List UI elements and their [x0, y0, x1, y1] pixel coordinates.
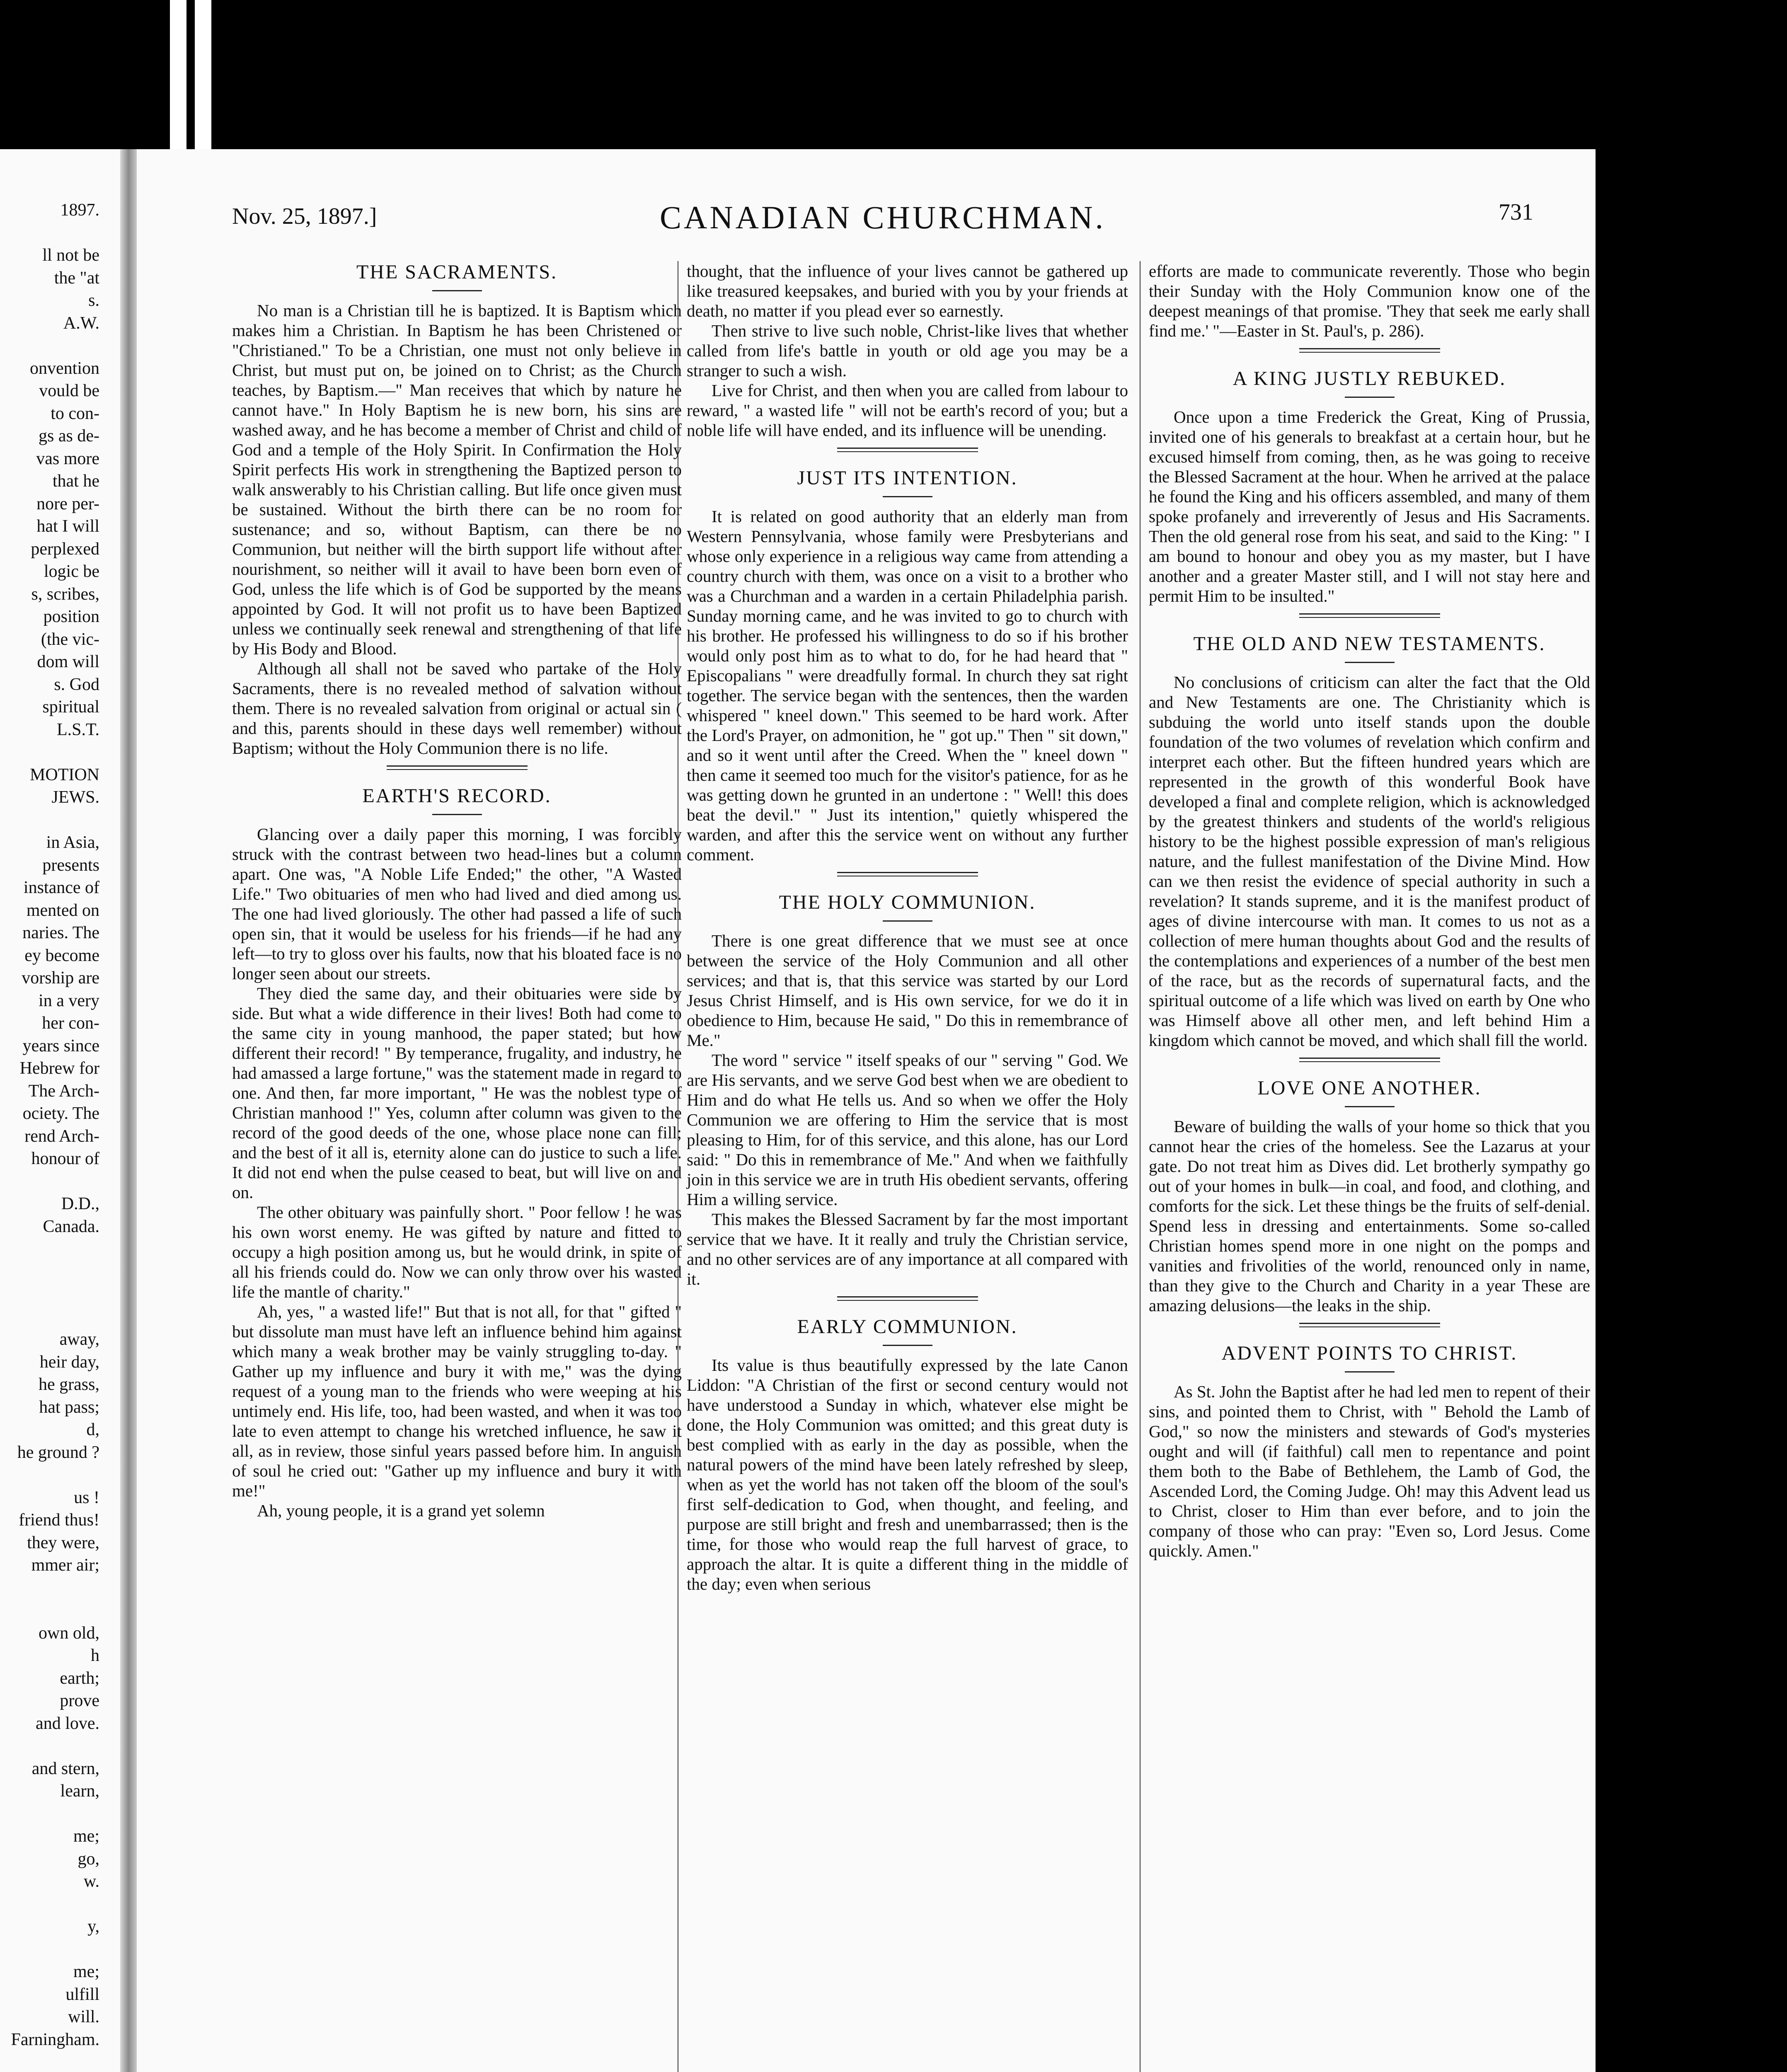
- adjacent-page-line: ll not be: [42, 246, 99, 265]
- article-heading: LOVE ONE ANOTHER.: [1149, 1077, 1590, 1107]
- adjacent-page-line: he grass,: [39, 1375, 99, 1394]
- adjacent-page-line: her con-: [42, 1014, 99, 1033]
- adjacent-page-line: honour of: [31, 1149, 99, 1168]
- article-paragraph: The word " service " itself speaks of our " serving " God. We are His servants, and we serve God best when we are obedient to Him and do what He tells us. And so when we offer the Holy Communion we are offering to Him the service that is most pleasing to Him, for of this service, and this alone, has our Lord said: " Do this in remembrance of Me." And when we faithfully join in this service we are in truth His obedient servants, offering Him a willing service.: [687, 1051, 1128, 1209]
- section-divider: [837, 872, 978, 876]
- adjacent-page-line: vould be: [39, 381, 99, 400]
- section-divider: [837, 1296, 978, 1301]
- section-divider: [387, 765, 528, 770]
- adjacent-page-line: the "at: [54, 268, 99, 288]
- adjacent-page-line: [0, 1599, 120, 1622]
- page-header: [232, 199, 1533, 236]
- adjacent-page-line: ulfill: [65, 1985, 99, 2004]
- section-divider: [1299, 613, 1440, 618]
- adjacent-page-line: spiritual: [42, 697, 99, 716]
- article-paragraph: The other obituary was painfully short. " Poor fellow ! he was his own worst enemy. He was gifted by nature and fitted to occupy a high position among us, but he would drink, in spite of all his friends could do. Now we can only throw over his wasted life the mantle of charity.": [232, 1203, 682, 1301]
- adjacent-page-line: own old,: [39, 1623, 99, 1643]
- adjacent-page-line: years since: [22, 1036, 99, 1055]
- adjacent-page-line: ey become: [24, 946, 99, 965]
- adjacent-page-line: [0, 1283, 120, 1306]
- adjacent-page-line: and love.: [36, 1714, 99, 1733]
- adjacent-page-line: y,: [87, 1917, 99, 1936]
- adjacent-page-line: rend Arch-: [24, 1126, 99, 1146]
- adjacent-page-line: he ground ?: [17, 1443, 99, 1462]
- adjacent-page-line: friend thus!: [19, 1510, 99, 1530]
- article-heading: EARTH'S RECORD.: [232, 785, 682, 815]
- adjacent-page-line: 1897.: [60, 201, 99, 220]
- adjacent-page-fragment: [0, 149, 120, 2072]
- adjacent-page-line: me;: [73, 1962, 99, 1981]
- adjacent-page-line: [0, 1170, 120, 1193]
- adjacent-page-line: D.D.,: [61, 1194, 99, 1213]
- masthead-title: CANADIAN CHURCHMAN.: [659, 199, 1106, 235]
- adjacent-page-line: (the vic-: [41, 629, 99, 649]
- article-paragraph: As St. John the Baptist after he had led men to repent of their sins, and pointed them to Christ, with " Behold the Lamb of God," so now the ministers and stewards of God's mysteries ought and will (if faithful) call men to repentance and point them both to the Babe of Bethlehem, the Lamb of God, the Ascended Lord, the Coming Judge. Oh! may this Advent lead us to Christ, closer to Him than ever before, and to join the company of those who can pray: "Even so, Lord Jesus. Come quickly. Amen.": [1149, 1382, 1590, 1560]
- adjacent-page-line: in Asia,: [46, 833, 99, 852]
- section-divider: [1299, 1058, 1440, 1062]
- newspaper-page: [137, 149, 1596, 2072]
- adjacent-page-line: [0, 1893, 120, 1916]
- adjacent-page-text: [0, 149, 120, 2051]
- adjacent-page-line: naries. The: [22, 923, 99, 942]
- adjacent-page-line: away,: [59, 1330, 99, 1349]
- column-1: [232, 261, 682, 2072]
- article-heading: JUST ITS INTENTION.: [687, 467, 1128, 497]
- adjacent-page-line: mented on: [26, 900, 99, 920]
- adjacent-page-line: MOTION: [30, 765, 99, 784]
- adjacent-page-line: earth;: [60, 1668, 99, 1688]
- adjacent-page-line: Canada.: [43, 1217, 99, 1236]
- adjacent-page-line: dom will: [37, 652, 99, 671]
- adjacent-page-line: w.: [83, 1872, 99, 1891]
- article-paragraph: No conclusions of criticism can alter the fact that the Old and New Testaments are one. The Christianity which is subduing the world unto itself stands upon the double foundation of the two volumes of revelation which confirm and interpret each other. But the fifteen hundred years which are represented in the growth of this wonderful Book have developed a final and complete religion, which is acknowledged by the greatest thinkers and students of the world's religious history to be the highest possible expression of man's religious nature, and the fullest manifestation of the Divine Mind. How can we then resist the evidence of special authority in such a revelation? It stands supreme, and it is the manifest product of ages of divine intercourse with man. It comes to us not as a collection of mere human thoughts about God and the results of the contemplations and experiences of a number of the best men of the race, but as the records of supernatural facts, and the spiritual outcome of a life which was lived on earth by One who was Himself above all other men, and left behind Him a kingdom which cannot be moved, and which shall fill the world.: [1149, 673, 1590, 1050]
- adjacent-page-line: [0, 1577, 120, 1600]
- adjacent-page-line: ociety. The: [22, 1104, 99, 1123]
- column-3: [1140, 261, 1590, 2072]
- book-gutter: [120, 149, 137, 2072]
- adjacent-page-line: that he: [52, 472, 99, 491]
- article-paragraph: Live for Christ, and then when you are called from labour to reward, " a wasted life " will not be earth's record of you; but a noble life will have ended, and its influence will be unending.: [687, 381, 1128, 440]
- adjacent-page-line: d,: [86, 1420, 99, 1439]
- adjacent-page-line: heir day,: [39, 1352, 99, 1372]
- adjacent-page-line: The Arch-: [28, 1081, 99, 1101]
- adjacent-page-line: [0, 741, 120, 764]
- adjacent-page-line: will.: [68, 2007, 99, 2026]
- adjacent-page-line: JEWS.: [51, 788, 99, 807]
- adjacent-page-line: and stern,: [31, 1759, 99, 1778]
- adjacent-page-line: they were,: [27, 1533, 99, 1552]
- article-paragraph: It is related on good authority that an elderly man from Western Pennsylvania, whose family were Presbyterians and whose only experience in a religious way came from attending a country church with them, was once on a visit to a brother who was a Churchman and a warden in a certain Philadelphia parish. Sunday morning came, and he was invited to go to church with his brother. He professed his willingness to do so if his brother would only post him as to what to do, for he had heard that " Episcopalians " were dreadfully formal. In church they sat right together. The service began with the sentences, then the warden whispered " kneel down." This seemed to be hard work. After the Lord's Prayer, on admonition, he " got up." Then " sit down," and so it went until after the Creed. When the " kneel down " then came it seemed too much for the visitor's patience, for as he was getting down he grunted in an undertone : " Well! this does beat the devil." " Just its intention," quietly whispered the warden, and after this the service went on without any further comment.: [687, 507, 1128, 864]
- article-paragraph: Although all shall not be saved who partake of the Holy Sacraments, there is no revealed method of salvation without them. There is no revealed salvation from original or actual sin ( and this, parents should in these days well remember) without Baptism; without the Holy Communion there is no life.: [232, 659, 682, 758]
- adjacent-page-line: [0, 1261, 120, 1283]
- adjacent-page-line: to con-: [51, 404, 99, 423]
- adjacent-page-line: us !: [74, 1488, 99, 1507]
- adjacent-page-line: vorship are: [22, 968, 99, 988]
- adjacent-page-line: L.S.T.: [56, 720, 99, 739]
- article-paragraph: efforts are made to communicate reverently. Those who begin their Sunday with the Holy Communion know one of the deepest meanings of that promise. 'They that seek me early shall find me.' "—Easter in St. Paul's, p. 286).: [1149, 261, 1590, 340]
- adjacent-page-line: [0, 1938, 120, 1961]
- adjacent-page-line: hat I will: [36, 517, 99, 536]
- article-paragraph: This makes the Blessed Sacrament by far the most important service that we have. It it really and truly the Christian service, and no other services are of any importance at all compared with it.: [687, 1210, 1128, 1288]
- article-paragraph: Ah, young people, it is a grand yet solemn: [257, 1501, 545, 1520]
- article-paragraph: thought, that the influence of your lives cannot be gathered up like treasured keepsakes, and buried with you by your friends at death, no matter if you plead ever so earnestly.: [687, 261, 1128, 320]
- adjacent-page-line: nore per-: [36, 494, 99, 513]
- article-paragraph: Then strive to live such noble, Christ-like lives that whether called from life's battle in youth or old age you may be a stranger to such a wish.: [687, 321, 1128, 380]
- adjacent-page-line: [0, 1238, 120, 1261]
- article-paragraph: There is one great difference that we must see at once between the service of the Holy Communion and all other services; and that is, that this service was started by our Lord Jesus Christ Himself, and is His own service, for we do it in obedience to Him, because He said, " Do this in remembrance of Me.": [687, 931, 1128, 1050]
- adjacent-page-line: [0, 1464, 120, 1486]
- adjacent-page-line: in a very: [39, 991, 99, 1010]
- article-heading: ADVENT POINTS TO CHRIST.: [1149, 1342, 1590, 1372]
- section-divider: [837, 448, 978, 452]
- adjacent-page-line: instance of: [23, 878, 99, 897]
- adjacent-page-line: vas more: [36, 449, 99, 468]
- section-divider: [1299, 348, 1440, 353]
- adjacent-page-line: [0, 1803, 120, 1825]
- article-paragraph: Once upon a time Frederick the Great, King of Prussia, invited one of his generals to breakfast at a certain hour, but he excused himself from coming, then, as he was going to receive the Blessed Sacrament at the hour. When he arrived at the palace he found the King and his officers assembled, and many of them spoke profanely and irreverently of Jesus and His Sacraments. Then the old general rose from his seat, and said to the King: " I am bound to honour and obey you as my master, but I have another and a greater Master still, and I will not stay here and permit Him to be insulted.": [1149, 407, 1590, 605]
- adjacent-page-line: s, scribes,: [31, 584, 99, 604]
- column-2: [678, 261, 1128, 2072]
- article-paragraph: Glancing over a daily paper this morning, I was forcibly struck with the contrast between two head-lines but a column apart. One was, "A Noble Life Ended;" the other, "A Wasted Life." Two obituaries of men who had lived and died among us. The one had lived gloriously. The other had passed a life of such open sin, that it would be useless for his friends—if he had any left—to try to gloss over his faults, now that his bloated face is no longer seen about our streets.: [232, 825, 682, 983]
- article-paragraph: Beware of building the walls of your home so thick that you cannot hear the cries of the homeless. See the Lazarus at your gate. Do not treat him as Dives did. Let brotherly sympathy go out of your homes in bulk—in coal, and food, and clothing, and comforts for the sick. Let these things be the fruits of self-denial. Spend less in dressing and entertainments. Some so-called Christian homes spend more in one night on the pomps and vanities and frivolities of the world, renounced only in name, than they give to the Church and Charity in a year These are amazing delusions—the leaks in the ship.: [1149, 1117, 1590, 1315]
- adjacent-page-line: [0, 334, 120, 357]
- article-heading: A KING JUSTLY REBUKED.: [1149, 368, 1590, 398]
- adjacent-page-line: s. God: [54, 675, 99, 694]
- article-heading: THE SACRAMENTS.: [232, 261, 682, 291]
- issue-date: Nov. 25, 1897.]: [232, 203, 377, 229]
- article-heading: THE HOLY COMMUNION.: [687, 891, 1128, 922]
- adjacent-page-line: mmer air;: [31, 1556, 99, 1575]
- adjacent-page-line: onvention: [30, 358, 99, 378]
- adjacent-page-line: perplexed: [31, 539, 99, 559]
- adjacent-page-line: [0, 1306, 120, 1329]
- article-paragraph: Its value is thus beautifully expressed by the late Canon Liddon: "A Christian of the first or second century would not have understood a Sunday in which, whatever else might be done, the Holy Communion was omitted; and this great duty is best complied with as early in the day as possible, when the natural powers of the mind have been lately refreshed by sleep, when as yet the world has not taken off the bloom of the soul's first self-dedication to God, when thought, and feeling, and purpose are still bright and fresh and unembarrassed; then is the time, for those who would reap the full harvest of grace, to approach the altar. It is quite a different thing in the middle of the day; even when serious: [687, 1356, 1128, 1593]
- adjacent-page-line: [0, 222, 120, 244]
- adjacent-page-line: [0, 809, 120, 832]
- page-number: 731: [1499, 199, 1533, 225]
- adjacent-page-line: A.W.: [63, 313, 99, 333]
- adjacent-page-line: me;: [73, 1827, 99, 1846]
- adjacent-page-line: presents: [42, 855, 99, 875]
- article-paragraph: They died the same day, and their obituaries were side by side. But what a wide difference in their lives! Both had come to the same city in young manhood, the paper stated; but how different their record! " By temperance, frugality, and industry, he had amassed a large fortune," was the statement made in regard to one. And then, far more important, " He was the noblest type of Christian manhood !" Yes, column after column was given to the record of the good deeds of the one, whose place none can fill; and the best of it all is, eternity alone can do justice to such a life. It did not end when the pulse ceased to beat, but will live on and on.: [232, 984, 682, 1202]
- adjacent-page-line: hat pass;: [39, 1397, 99, 1417]
- adjacent-page-line: Hebrew for: [19, 1059, 99, 1078]
- adjacent-page-line: logic be: [44, 562, 99, 581]
- adjacent-page-line: [0, 1735, 120, 1757]
- section-divider: [1299, 1323, 1440, 1327]
- adjacent-page-line: Farningham.: [11, 2030, 99, 2049]
- article-heading: THE OLD AND NEW TESTAMENTS.: [1149, 633, 1590, 663]
- adjacent-page-line: h: [91, 1646, 99, 1665]
- article-paragraph: Ah, yes, " a wasted life!" But that is not all, for that " gifted " but dissolute man must have left an influence behind him against which many a weak brother may be vainly struggling to-day. " Gather up my influence and bury it with me," was the dying request of a young man to the friends who were weeping at his untimely end. His life, too, had been wasted, and when it was too late to even attempt to change his wretched influence, he saw it all, as in review, those sinful years passed before him. In anguish of soul he cried out: "Gather up my influence and bury it with me!": [232, 1302, 682, 1500]
- adjacent-page-line: go,: [77, 1849, 99, 1869]
- article-paragraph: No man is a Christian till he is baptized. It is Baptism which makes him a Christian. In Baptism he has been Christened or "Christianed." To be a Christian, one must not only believe in Christ, but must put on, be joined on to Christ; as the Church teaches, by Baptism.—" Man receives that which by nature he cannot have." In Holy Baptism he is new born, his sins are washed away, and he has become a member of Christ and child of God and a temple of the Holy Spirit. In Confirmation the Holy Spirit perfects His work in strengthening the Baptized person to walk answerably to his Christian calling. But life once given must be sustained. Without the birth there can be no room for sustenance; and so, without Baptism, can there be no Communion, but neither will the birth support life without after nourishment, so neither will it avail to have been born even of God, unless the life which is of God be supported by the means appointed by God. It will not profit us to have been Baptized unless we continually seek renewal and strengthening of that life by His Body and Blood.: [232, 301, 682, 658]
- adjacent-page-line: learn,: [60, 1782, 99, 1801]
- adjacent-page-line: prove: [60, 1691, 99, 1710]
- article-heading: EARLY COMMUNION.: [687, 1316, 1128, 1346]
- adjacent-page-line: gs as de-: [39, 426, 99, 445]
- adjacent-page-line: s.: [88, 291, 99, 310]
- adjacent-page-line: position: [43, 607, 99, 626]
